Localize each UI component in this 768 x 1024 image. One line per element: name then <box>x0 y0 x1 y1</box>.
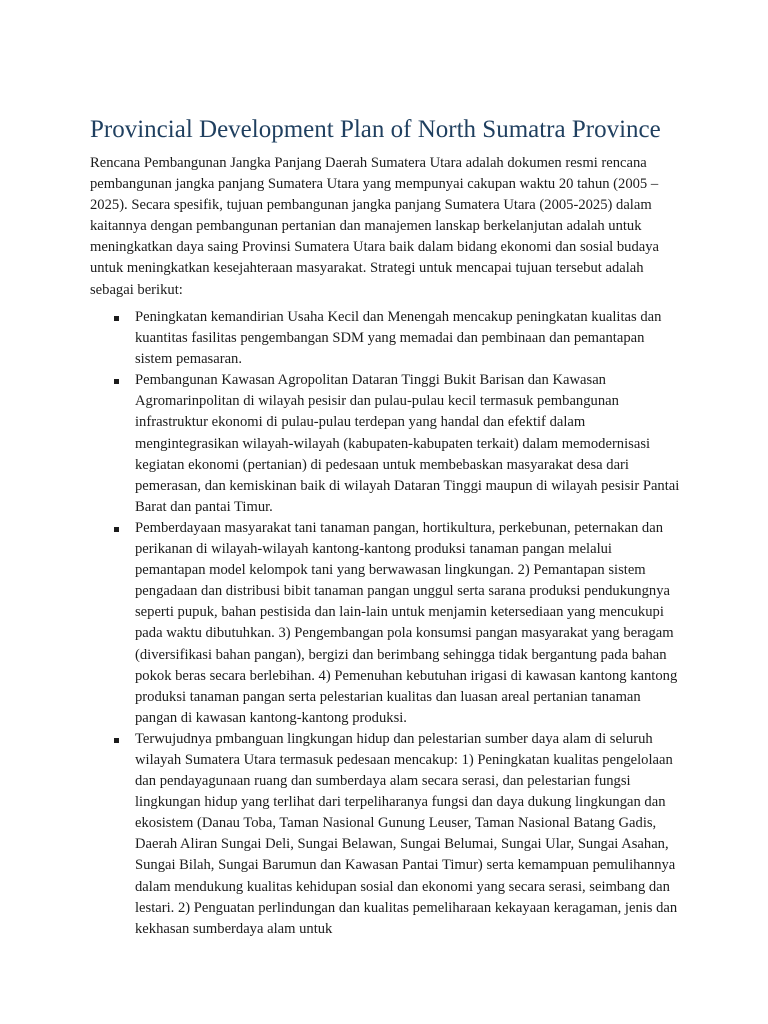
document-title: Provincial Development Plan of North Sumatra Province <box>90 116 661 143</box>
list-item <box>90 729 684 940</box>
intro-paragraph: Rencana Pembangunan Jangka Panjang Daerah Sumatera Utara adalah dokumen resmi rencana pembangunan jangka panjang Sumatera Utara yang mempunyai cakupan waktu 20 tahun (2005 – 2025). Secara spesifik, tujuan pembangunan jangka panjang Sumatera Utara (2005-2025) dalam kaitannya dengan pembangunan pertanian dan manajemen lanskap berkelanjutan adalah untuk meningkatkan daya saing Provinsi Sumatera Utara baik dalam bidang ekonomi dan sosial budaya untuk meningkatkan kesejahteraan masyarakat. Strategi untuk mencapai tujuan tersebut adalah sebagai berikut: <box>90 155 660 298</box>
list-item <box>90 518 684 729</box>
list-item-text: Pemberdayaan masyarakat tani tanaman pangan, hortikultura, perkebunan, peternakan dan perikanan di wilayah-wilayah kantong-kantong produksi tanaman pangan melalui pemantapan model kelompok tani yang berwawasan lingkungan. 2) Pemantapan sistem pengadaan dan distribusi bibit tanaman pangan unggul serta sarana produksi pendukungnya seperti pupuk, bahan pestisida dan lain-lain untuk menjamin ketersediaan yang mencukupi pada waktu dibutuhkan. 3) Pengembangan pola konsumsi pangan masyarakat yang beragam (diversifikasi bahan pangan), bergizi dan berimbang sehingga tidak bergantung pada bahan pokok beras secara berlebihan. 4) Pemenuhan kebutuhan irigasi di kawasan kantong kantong produksi tanaman pangan serta pelestarian kualitas dan luasan areal pertanian tanaman pangan di kawasan kantong-kantong produksi. <box>135 519 678 726</box>
square-bullet-icon <box>114 738 119 743</box>
square-bullet-icon <box>114 527 119 532</box>
list-item-text: Peningkatan kemandirian Usaha Kecil dan Menengah mencakup peningkatan kualitas dan kuantitas fasilitas pengembangan SDM yang memadai dan pembinaan dan pemantapan sistem pemasaran. <box>135 309 662 368</box>
square-bullet-icon <box>114 379 119 384</box>
list-item <box>90 370 684 518</box>
strategy-list <box>90 307 684 940</box>
list-item-text: Terwujudnya pmbanguan lingkungan hidup dan pelestarian sumber daya alam di seluruh wilayah Sumatera Utara termasuk pedesaan mencakup: 1) Peningkatan kualitas pengelolaan dan pendayagunaan ruang dan sumberdaya alam secara serasi, dan pelestarian fungsi lingkungan hidup yang terlihat dari terpeliharanya fungsi dan daya dukung lingkungan dan ekosistem (Danau Toba, Taman Nasional Gunung Leuser, Taman Nasional Batang Gadis, Daerah Aliran Sungai Deli, Sungai Belawan, Sungai Belumai, Sungai Ular, Sungai Asahan, Sungai Bilah, Sungai Barumun dan Kawasan Pantai Timur) serta kemampuan pemulihannya dalam mendukung kualitas kehidupan sosial dan ekonomi yang secara serasi, seimbang dan lestari. 2) Penguatan perlindungan dan kualitas pemeliharaan kekayaan keragaman, jenis dan kekhasan sumberdaya alam untuk <box>135 730 678 937</box>
list-item-text: Pembangunan Kawasan Agropolitan Dataran Tinggi Bukit Barisan dan Kawasan Agromarinpolitan di wilayah pesisir dan pulau-pulau kecil termasuk pembangunan infrastruktur ekonomi di pulau-pulau terdepan yang handal dan efektif dalam mengintegrasikan wilayah-wilayah (kabupaten-kabupaten terkait) dalam memodernisasi kegiatan ekonomi (pertanian) di pedesaan untuk membebaskan masyarakat desa dari pemerasan, dan kemiskinan baik di wilayah Dataran Tinggi maupun di wilayah pesisir Pantai Barat dan pantai Timur. <box>135 372 680 515</box>
square-bullet-icon <box>114 316 119 321</box>
list-item <box>90 307 684 370</box>
